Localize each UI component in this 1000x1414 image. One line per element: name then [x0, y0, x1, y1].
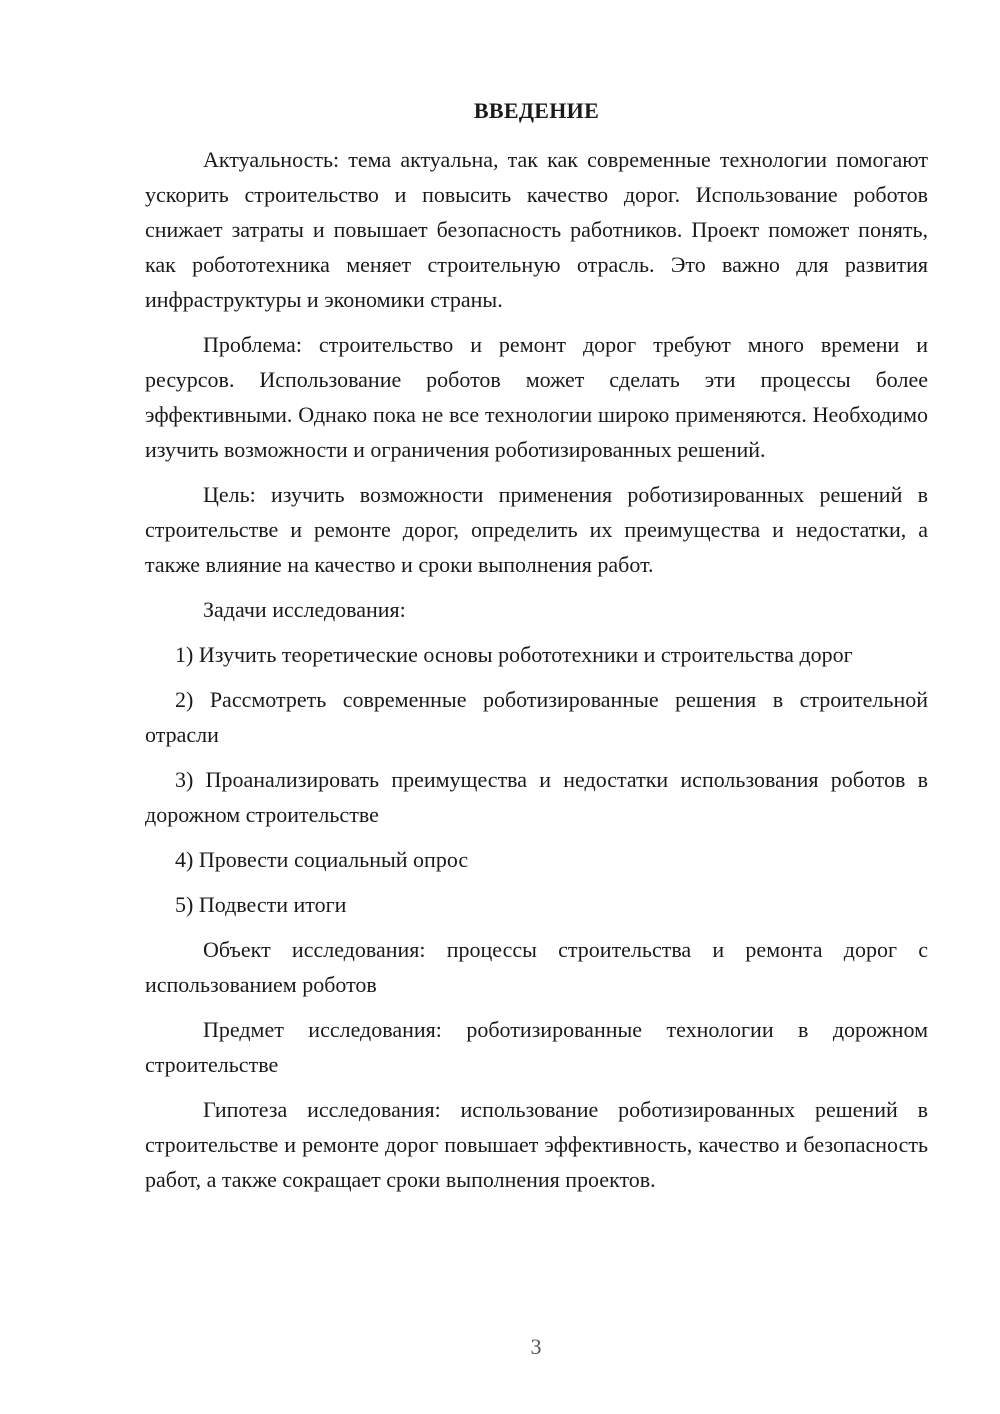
problem-paragraph: Проблема: строительство и ремонт дорог требуют много времени и ресурсов. Использование роботов может сделать эти процессы более эффективными. Однако пока не все технологии широко применяются. Необходимо изучить возможности и ограничения роботизированных решений.	[145, 332, 928, 462]
section-title: ВВЕДЕНИЕ	[473, 98, 600, 123]
task-item: 5) Подвести итоги	[175, 892, 347, 917]
subject-paragraph: Предмет исследования: роботизированные технологии в дорожном строительстве	[145, 1017, 928, 1077]
page-number: 3	[530, 1334, 542, 1359]
goal-paragraph: Цель: изучить возможности применения роботизированных решений в строительстве и ремонте дорог, определить их преимущества и недостатки, а также влияние на качество и сроки выполнения работ.	[145, 482, 928, 577]
document-page	[145, 94, 928, 1207]
tasks-heading: Задачи исследования:	[203, 597, 406, 622]
object-paragraph: Объект исследования: процессы строительства и ремонта дорог с использованием роботов	[145, 937, 928, 997]
task-item: 3) Проанализировать преимущества и недостатки использования роботов в дорожном строительстве	[145, 767, 928, 827]
task-item: 2) Рассмотреть современные роботизированные решения в строительной отрасли	[145, 687, 928, 747]
hypothesis-paragraph: Гипотеза исследования: использование роботизированных решений в строительстве и ремонте дорог повышает эффективность, качество и безопасность работ, а также сокращает сроки выполнения проектов.	[145, 1097, 928, 1192]
task-item: 4) Провести социальный опрос	[175, 847, 469, 872]
relevance-paragraph: Актуальность: тема актуальна, так как современные технологии помогают ускорить строительство и повысить качество дорог. Использование роботов снижает затраты и повышает безопасность работников. Проект поможет понять, как робототехника меняет строительную отрасль. Это важно для развития инфраструктуры и экономики страны.	[145, 147, 928, 312]
task-item: 1) Изучить теоретические основы робототехники и строительства дорог	[175, 642, 853, 667]
